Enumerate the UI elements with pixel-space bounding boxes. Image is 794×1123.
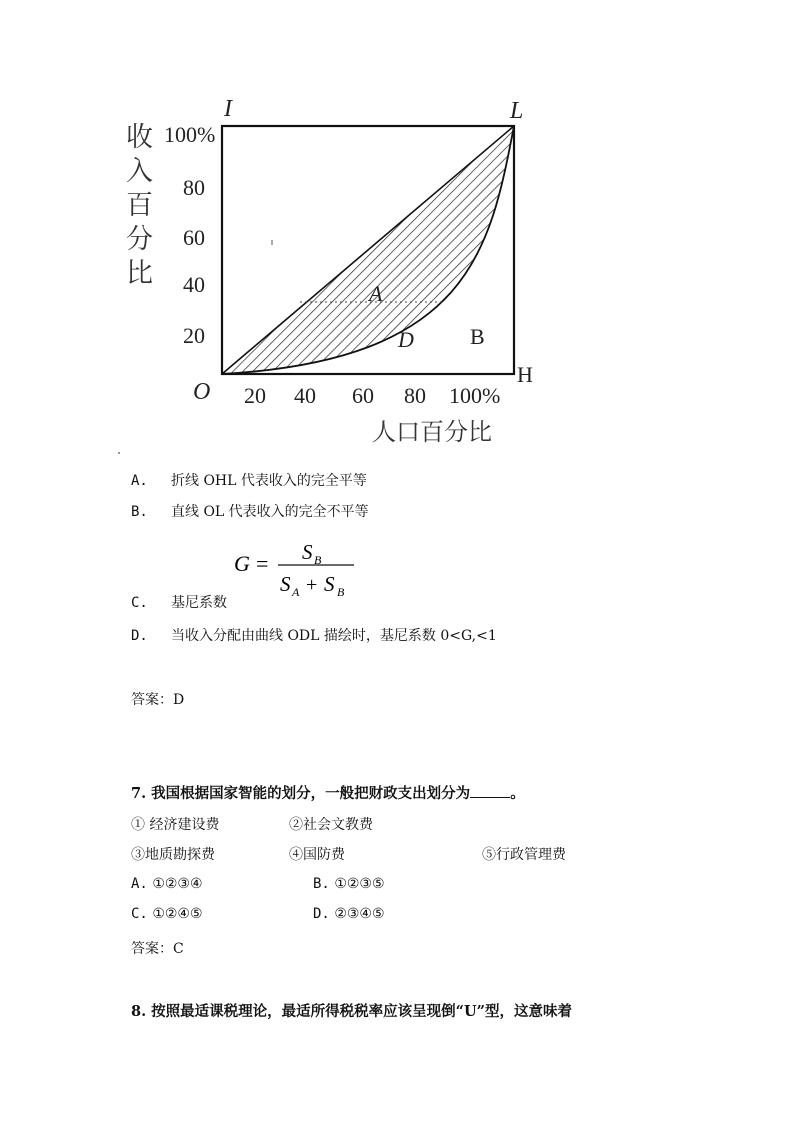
q7-option-b (313, 876, 385, 892)
option-letter: A. (131, 876, 148, 892)
x-tick-40: 40 (294, 383, 316, 408)
q7-item-1: ① 经济建设费 (131, 817, 220, 833)
formula-eq: = (256, 551, 269, 576)
option-text: 折线 OHL 代表收入的完全平等 (171, 473, 367, 489)
q7-stem-text: 7. 我国根据国家智能的划分，一般把财政支出划分为 (131, 785, 471, 802)
region-label-b: B (470, 324, 485, 349)
formula-lhs: G (234, 551, 250, 576)
q6-answer: 答案：D (131, 692, 185, 708)
y-axis-label-char-3: 百 (126, 190, 153, 221)
corner-label-top-left: I (224, 96, 232, 122)
lorenz-curve-figure (0, 0, 794, 460)
q7-item-3: ③地质勘探费 (131, 847, 215, 863)
q6-option-a (131, 470, 367, 490)
q7-option-d (313, 906, 385, 922)
q7-item-4: ④国防费 (289, 847, 345, 863)
q7-option-c (131, 906, 203, 922)
y-axis-label-char-2: 入 (126, 156, 153, 187)
q8-stem: 8. 按照最适课税理论，最适所得税税率应该呈现倒“U”型，这意味着 (131, 1003, 573, 1020)
option-text: ①②③④ (152, 876, 203, 892)
option-text: 当收入分配由曲线 ODL 描绘时，基尼系数 0<G,<1 (171, 628, 497, 644)
option-letter: B. (313, 876, 330, 892)
option-letter: A. (131, 473, 148, 489)
q7-option-a (131, 876, 203, 892)
y-tick-60: 60 (183, 225, 205, 250)
y-tick-40: 40 (183, 272, 205, 297)
q7-stem (131, 782, 525, 803)
region-label-a: A (369, 281, 383, 306)
formula-den-a-sub: A (292, 585, 300, 599)
option-letter: B. (131, 504, 148, 520)
x-tick-60: 60 (352, 383, 374, 408)
formula-den-a: S (280, 572, 291, 596)
corner-label-origin: O (193, 379, 211, 405)
option-text: ①②④⑤ (152, 906, 203, 922)
answer-blank (470, 785, 510, 798)
y-axis-label-char-4: 分 (126, 224, 153, 255)
y-tick-100: 100% (164, 122, 216, 147)
q7-item-2: ②社会文教费 (289, 817, 373, 833)
x-tick-20: 20 (244, 383, 266, 408)
q6-option-c (131, 592, 227, 612)
corner-label-bottom-right: H (517, 362, 533, 387)
stray-dot (118, 452, 120, 454)
region-label-d: D (398, 327, 414, 352)
q6-option-b (131, 501, 369, 521)
formula-den-b: S (324, 572, 335, 596)
option-letter: C. (131, 906, 148, 922)
option-text: 直线 OL 代表收入的完全不平等 (171, 504, 369, 520)
option-text: ②③④⑤ (334, 906, 385, 922)
corner-label-top-right: L (510, 98, 524, 124)
y-axis-label-char-1: 收 (126, 122, 153, 153)
option-letter: D. (313, 906, 330, 922)
x-axis-label: 人口百分比 (372, 418, 492, 446)
q7-answer: 答案：C (131, 941, 184, 957)
option-text: 基尼系数 (171, 595, 227, 611)
option-letter: C. (131, 595, 148, 611)
x-tick-100: 100% (449, 383, 501, 408)
q7-stem-end: 。 (510, 785, 525, 802)
q7-item-5: ⑤行政管理费 (482, 847, 566, 863)
y-tick-80: 80 (183, 175, 205, 200)
y-tick-20: 20 (183, 323, 205, 348)
formula-den-b-sub: B (337, 585, 345, 599)
q6-option-d (131, 625, 497, 645)
gini-formula (232, 535, 362, 605)
x-tick-80: 80 (404, 383, 426, 408)
formula-plus: + (306, 574, 318, 596)
y-axis-label-char-5: 比 (126, 258, 153, 289)
option-text: ①②③⑤ (334, 876, 385, 892)
formula-num-sub: B (314, 553, 322, 567)
option-letter: D. (131, 628, 148, 644)
formula-num: S (302, 540, 313, 564)
